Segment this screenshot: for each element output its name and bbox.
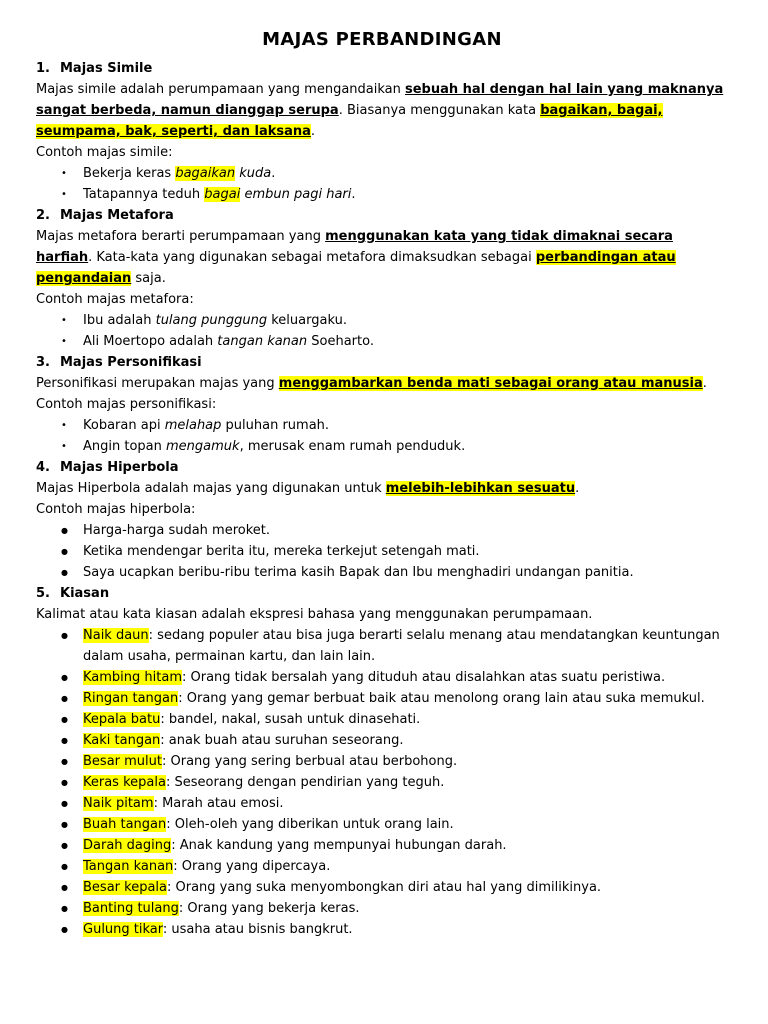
list-item: ● Buah tangan: Oleh-oleh yang diberikan untuk orang lain. [83, 814, 728, 835]
list-item: ● Kepala batu: bandel, nakal, susah untuk dinasehati. [83, 709, 728, 730]
section-heading-hiperbola: 4. Majas Hiperbola [36, 460, 179, 475]
hiperbola-example-label: Contoh majas hiperbola: [36, 502, 196, 517]
metafora-example-label: Contoh majas metafora: [36, 292, 194, 307]
list-item: ● Banting tulang: Orang yang bekerja keras. [83, 898, 728, 919]
kiasan-list [36, 625, 728, 940]
section-heading-simile: 1. Majas Simile [36, 61, 153, 76]
list-item: ● Naik daun: sedang populer atau bisa juga berarti selalu menang atau mendatangkan keuntungan dalam usaha, permainan kartu, dan lain lain. [83, 625, 728, 667]
section-heading-kiasan: 5. Kiasan [36, 586, 110, 601]
list-item: ● Darah daging: Anak kandung yang mempunyai hubungan darah. [83, 835, 728, 856]
hiperbola-definition: Majas Hiperbola adalah majas yang digunakan untuk melebih-lebihkan sesuatu. [36, 481, 580, 496]
kiasan-definition: Kalimat atau kata kiasan adalah ekspresi bahasa yang menggunakan perumpamaan. [36, 607, 593, 622]
list-item: ● Gulung tikar: usaha atau bisnis bangkrut. [83, 919, 728, 940]
list-item: ● Besar mulut: Orang yang sering berbual atau berbohong. [83, 751, 728, 772]
list-item: ● Besar kepala: Orang yang suka menyombongkan diri atau hal yang dimilikinya. [83, 877, 728, 898]
page-title: MAJAS PERBANDINGAN [262, 29, 502, 50]
metafora-example-list [36, 310, 728, 352]
section-heading-metafora: 2. Majas Metafora [36, 208, 174, 223]
list-item: • Kobaran api melahap puluhan rumah. [83, 415, 728, 436]
list-item: ● Ketika mendengar berita itu, mereka terkejut setengah mati. [83, 541, 728, 562]
section-heading-personifikasi: 3. Majas Personifikasi [36, 355, 202, 370]
simile-example-label: Contoh majas simile: [36, 145, 173, 160]
list-item: ● Ringan tangan: Orang yang gemar berbuat baik atau menolong orang lain atau suka memukul. [83, 688, 728, 709]
list-item: ● Keras kepala: Seseorang dengan pendirian yang teguh. [83, 772, 728, 793]
list-item: ● Kambing hitam: Orang tidak bersalah yang dituduh atau disalahkan atas suatu peristiwa. [83, 667, 728, 688]
list-item: ● Tangan kanan: Orang yang dipercaya. [83, 856, 728, 877]
list-item: • Ibu adalah tulang punggung keluargaku. [83, 310, 728, 331]
simile-definition: Majas simile adalah perumpamaan yang mengandaikan sebuah hal dengan hal lain yang maknanya sangat berbeda, namun dianggap serupa. Biasanya menggunakan kata bagaikan, bagai, seumpama, bak, seperti, dan laksana. [36, 82, 724, 139]
hiperbola-example-list [36, 520, 728, 583]
list-item: ● Harga-harga sudah meroket. [83, 520, 728, 541]
list-item: • Bekerja keras bagaikan kuda. [83, 163, 728, 184]
list-item: • Ali Moertopo adalah tangan kanan Soeharto. [83, 331, 728, 352]
metafora-definition: Majas metafora berarti perumpamaan yang menggunakan kata yang tidak dimaknai secara harfiah. Kata-kata yang digunakan sebagai metafora dimaksudkan sebagai perbandingan atau pengandaian saja. [36, 229, 676, 286]
personifikasi-example-label: Contoh majas personifikasi: [36, 397, 217, 412]
list-item: ● Saya ucapkan beribu-ribu terima kasih Bapak dan Ibu menghadiri undangan panitia. [83, 562, 728, 583]
list-item: ● Naik pitam: Marah atau emosi. [83, 793, 728, 814]
list-item: • Tatapannya teduh bagai embun pagi hari. [83, 184, 728, 205]
personifikasi-example-list [36, 415, 728, 457]
list-item: • Angin topan mengamuk, merusak enam rumah penduduk. [83, 436, 728, 457]
simile-example-list [36, 163, 728, 205]
personifikasi-definition: Personifikasi merupakan majas yang menggambarkan benda mati sebagai orang atau manusia. [36, 376, 707, 391]
list-item: ● Kaki tangan: anak buah atau suruhan seseorang. [83, 730, 728, 751]
